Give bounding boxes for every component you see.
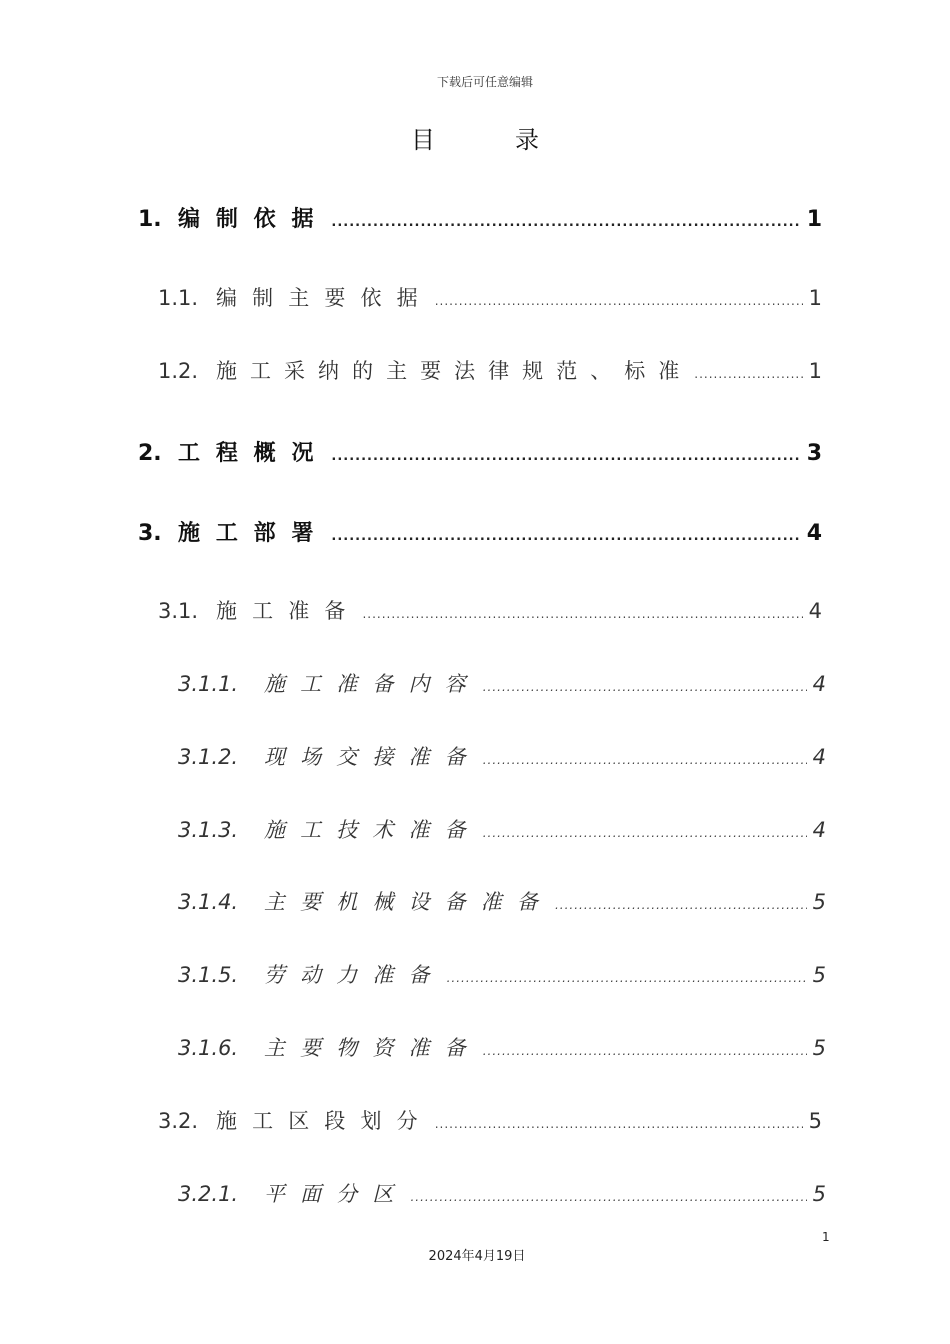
toc-entry-label: 平面分区 bbox=[264, 1182, 409, 1206]
footer-date: 2024年4月19日 bbox=[428, 1249, 526, 1264]
toc-entry[interactable] bbox=[158, 1105, 822, 1139]
toc-title-part1: 目 bbox=[411, 126, 435, 154]
toc-entry-number: 1. bbox=[138, 207, 162, 232]
toc-entry-number: 1.2. bbox=[158, 359, 199, 383]
toc-entry-page: 4 bbox=[812, 818, 826, 842]
toc-entry-label: 施工区段划分 bbox=[216, 1109, 433, 1133]
toc-entry-label: 施工准备内容 bbox=[264, 672, 481, 696]
toc-entry-page: 5 bbox=[808, 1109, 822, 1133]
toc-entry-label: 编制主要依据 bbox=[216, 286, 433, 310]
toc-entry-leader bbox=[410, 1190, 806, 1204]
toc-entry-label: 劳动力准备 bbox=[264, 963, 445, 987]
toc-entry-leader bbox=[362, 607, 802, 621]
toc-entry-leader bbox=[331, 215, 800, 230]
toc-entry-number: 3. bbox=[138, 521, 162, 546]
toc-entry-label: 施工技术准备 bbox=[264, 818, 481, 842]
toc-entry-page: 1 bbox=[806, 207, 822, 232]
toc-entry-leader bbox=[483, 753, 807, 767]
toc-entry[interactable] bbox=[138, 436, 822, 470]
toc-entry-leader bbox=[483, 1044, 807, 1058]
toc-title bbox=[0, 120, 950, 155]
toc-entry-page: 1 bbox=[808, 286, 822, 310]
toc-entry-page: 4 bbox=[812, 672, 826, 696]
header-note: 下载后可任意编辑 bbox=[436, 75, 533, 89]
toc-entry-page: 5 bbox=[812, 890, 826, 914]
toc-entry[interactable] bbox=[178, 959, 826, 993]
toc-title-part2: 录 bbox=[515, 126, 539, 154]
toc-entry[interactable] bbox=[158, 355, 822, 389]
toc-entry-number: 3.1.5. bbox=[178, 963, 239, 987]
toc-entry-number: 3.1.2. bbox=[178, 745, 239, 769]
toc-entry-number: 3.1.3. bbox=[178, 818, 239, 842]
footer-page-number: 1 bbox=[822, 1230, 830, 1244]
toc-entry-page: 5 bbox=[812, 963, 826, 987]
toc-entry-page: 1 bbox=[808, 359, 822, 383]
toc-entry-number: 3.2. bbox=[158, 1109, 199, 1133]
toc-entry-page: 4 bbox=[806, 521, 822, 546]
toc-entry-label: 施工采纳的主要法律规范、标准 bbox=[216, 359, 693, 383]
toc-entry-label: 主要机械设备准备 bbox=[264, 890, 553, 914]
toc-entry-page: 5 bbox=[812, 1036, 826, 1060]
toc-entry-leader bbox=[435, 294, 803, 308]
toc-entry-number: 3.1.1. bbox=[178, 672, 239, 696]
toc-entry-label: 施工准备 bbox=[216, 599, 361, 623]
toc-entry[interactable] bbox=[158, 595, 822, 629]
toc-entry-number: 3.2.1. bbox=[178, 1182, 239, 1206]
toc-entry-leader bbox=[447, 971, 807, 985]
toc-entry[interactable] bbox=[138, 516, 822, 550]
toc-entry-leader bbox=[331, 529, 800, 544]
toc-entry-number: 3.1.6. bbox=[178, 1036, 239, 1060]
toc-entry[interactable] bbox=[158, 282, 822, 316]
toc-entry[interactable] bbox=[138, 202, 822, 236]
toc-entry-page: 4 bbox=[812, 745, 826, 769]
toc-entry-label: 现场交接准备 bbox=[264, 745, 481, 769]
toc-entry-label: 主要物资准备 bbox=[264, 1036, 481, 1060]
toc-entry-leader bbox=[694, 367, 802, 381]
toc-entry[interactable] bbox=[178, 886, 826, 920]
toc-entry[interactable] bbox=[178, 1032, 826, 1066]
toc-entry-number: 3.1.4. bbox=[178, 890, 239, 914]
toc-entry[interactable] bbox=[178, 1178, 826, 1212]
toc-entry-page: 4 bbox=[808, 599, 822, 623]
toc-entry-page: 5 bbox=[812, 1182, 826, 1206]
toc-entry-label: 工程概况 bbox=[178, 441, 330, 466]
toc-entry[interactable] bbox=[178, 668, 826, 702]
toc-entry[interactable] bbox=[178, 741, 826, 775]
toc-entry-leader bbox=[331, 449, 800, 464]
toc-entry-leader bbox=[483, 826, 807, 840]
toc-entry-leader bbox=[555, 898, 807, 912]
toc-entry-page: 3 bbox=[806, 441, 822, 466]
toc-entry[interactable] bbox=[178, 814, 826, 848]
toc-entry-label: 编制依据 bbox=[178, 207, 330, 232]
toc-entry-number: 2. bbox=[138, 441, 162, 466]
toc-entry-leader bbox=[483, 680, 807, 694]
toc-entry-leader bbox=[435, 1117, 803, 1131]
toc-entry-number: 3.1. bbox=[158, 599, 199, 623]
toc-entry-number: 1.1. bbox=[158, 286, 199, 310]
toc-entry-label: 施工部署 bbox=[178, 521, 330, 546]
